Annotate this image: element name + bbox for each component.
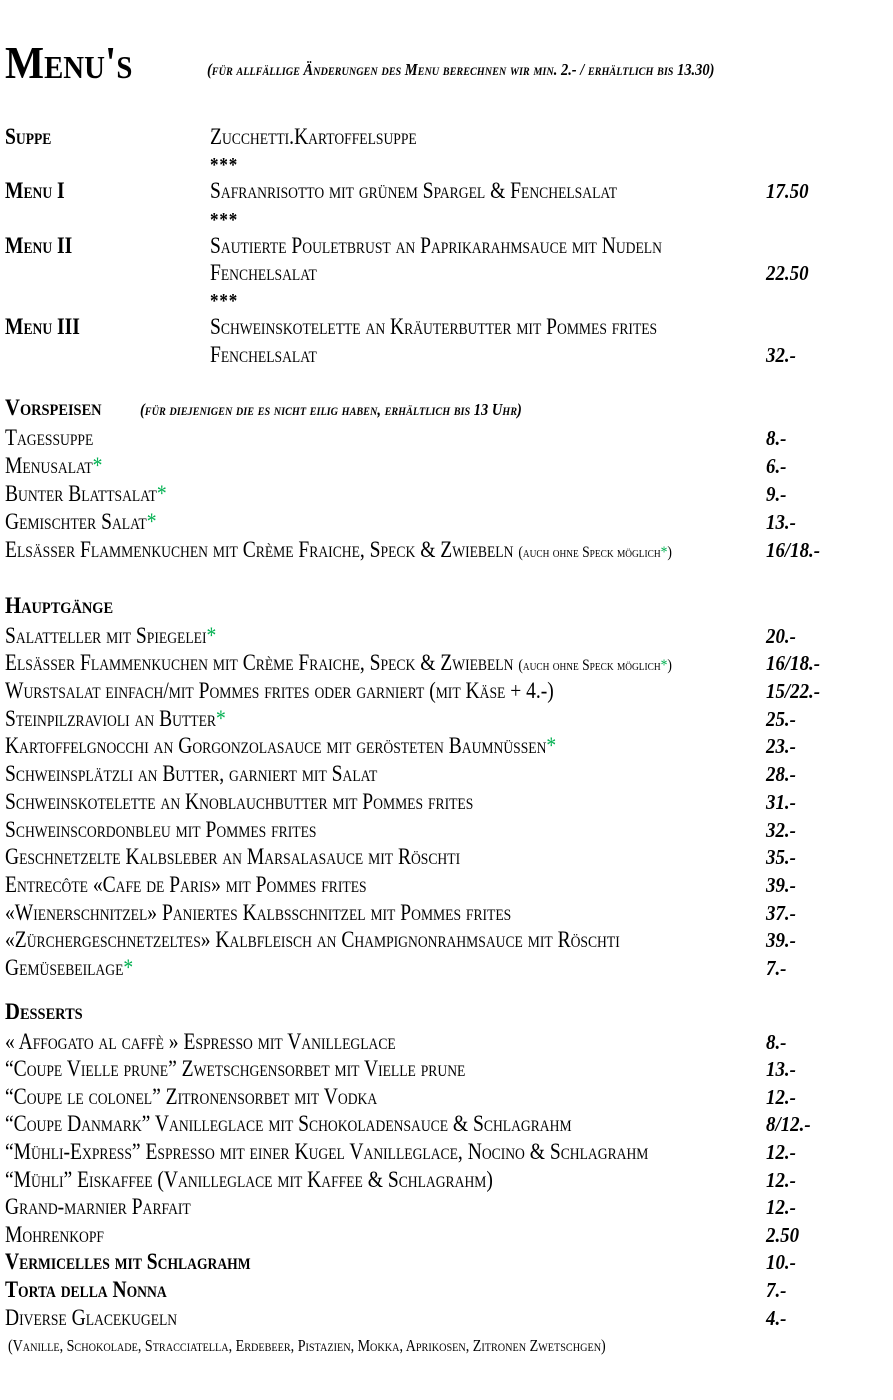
menu-item-row	[0, 733, 893, 761]
menu-item-row	[0, 789, 893, 817]
menu-item-row	[0, 1084, 893, 1112]
dish-name	[210, 233, 742, 259]
dish-price-text: 23.-	[766, 734, 796, 759]
vegetarian-asterisk: *	[206, 622, 217, 648]
dish-price	[766, 707, 799, 732]
set-menu-label	[5, 314, 93, 340]
dish-name	[5, 927, 728, 953]
dish-price	[766, 1223, 803, 1248]
dish-name	[210, 314, 736, 340]
menu-header	[0, 37, 893, 94]
dish-name-text: “Coupe le colonel” Zitronensorbet mit Vodka	[5, 1083, 378, 1109]
dish-price-text: 8.-	[766, 425, 787, 450]
dish-name-text: Zucchetti.Kartoffelsuppe	[210, 124, 417, 149]
menu-item-row	[0, 481, 893, 509]
menu-item-row	[0, 1029, 893, 1057]
dish-price	[766, 426, 789, 451]
dish-name	[210, 178, 689, 204]
page-title-note: (für allfällige Änderungen des Menu berechnen wir min. 2.- / erhältlich bis 13.30)	[207, 60, 715, 79]
dish-price-text: 13.-	[766, 509, 796, 534]
dish-price	[766, 1085, 799, 1110]
dish-price-text: 16/18.-	[766, 651, 821, 676]
dish-name-text: Schweinskotelette an Kräuterbutter mit Pommes frites	[210, 314, 658, 340]
menu-item-row	[0, 761, 893, 789]
menu-item-row	[0, 872, 893, 900]
vegetarian-asterisk: *	[92, 452, 103, 478]
dish-price-text: 32.-	[766, 817, 796, 842]
dish-price-text: 28.-	[766, 762, 796, 787]
dish-name	[5, 1194, 224, 1220]
dish-name-text: Fenchelsalat	[210, 259, 317, 285]
dish-note: (auch ohne Speck möglich*)	[518, 543, 672, 561]
dish-price-text: 9.-	[766, 481, 787, 506]
dish-price-text: 32.-	[766, 342, 796, 367]
section-heading-note-text: (für diejenigen die es nicht eilig haben, erhältlich bis 13 Uhr)	[140, 399, 522, 419]
dish-name	[5, 1277, 195, 1303]
dish-price-text: 15/22.-	[766, 679, 821, 704]
menu-item-row	[0, 623, 893, 651]
dish-price	[766, 179, 813, 204]
dish-price	[766, 261, 813, 286]
set-menu-label	[5, 124, 60, 150]
dish-name	[5, 1139, 762, 1165]
dish-name-text: «Wienerschnitzel» Paniertes Kalbsschnitzel mit Pommes frites	[5, 899, 512, 925]
menu-item-row	[0, 537, 893, 565]
dish-name-text: Vermicelles mit Schlagrahm	[5, 1249, 251, 1275]
dish-name-text: Schweinskotelette an Knoblauchbutter mit Pommes frites	[5, 788, 474, 814]
dish-name-text: “Mühli” Eiskaffee (Vanilleglace mit Kaffee & Schlagrahm)	[5, 1166, 493, 1192]
dish-price-text: 20.-	[766, 623, 796, 648]
dish-price-text: 10.-	[766, 1250, 796, 1275]
dish-name-text: ***	[210, 208, 239, 231]
dish-price-text: 7.-	[766, 955, 787, 980]
dish-price	[766, 762, 799, 787]
set-menu-row	[0, 342, 893, 369]
dish-name	[5, 817, 371, 843]
menu-item-row	[0, 1249, 893, 1277]
menu-item-row	[0, 453, 893, 481]
dish-name-text: Torta della Nonna	[5, 1276, 167, 1302]
dish-name	[5, 1167, 579, 1193]
menu-item-row	[0, 844, 893, 872]
dish-name	[5, 955, 156, 981]
dish-name-text: Salatteller mit Spiegelei*	[5, 622, 217, 648]
set-menu-label-text: Menu II	[5, 232, 73, 258]
dish-name-text: Safranrisotto mit grünem Spargel & Fenchelsalat	[210, 178, 618, 204]
dish-name	[5, 900, 601, 926]
dish-name-text: « Affogato al caffè » Espresso mit Vanilleglace	[5, 1028, 396, 1054]
dish-price	[766, 482, 789, 507]
dish-name	[5, 872, 430, 898]
dish-price	[766, 790, 799, 815]
menu-item-row	[0, 817, 893, 845]
menu-item-row	[0, 425, 893, 453]
dish-name-text: Elsässer Flammenkuchen mit Crème Fraiche, Speck & Zwiebeln (auch ohne Speck möglich*)	[5, 650, 672, 676]
dish-name	[5, 706, 265, 732]
set-menu-row	[0, 287, 893, 314]
dish-price-text: 35.-	[766, 845, 796, 870]
dish-name	[5, 1249, 294, 1275]
dish-name-text: Elsässer Flammenkuchen mit Crème Fraiche, Speck & Zwiebeln (auch ohne Speck möglich*)	[5, 536, 672, 562]
dish-name	[210, 124, 453, 150]
dish-price	[766, 510, 799, 535]
menu-item-row	[0, 1305, 893, 1333]
section-heading-vorspeisen	[0, 395, 893, 425]
dish-price	[766, 538, 826, 563]
dish-name	[8, 1336, 711, 1356]
dish-price	[766, 1168, 799, 1193]
dish-price-text: 2.50	[766, 1222, 800, 1247]
menu-item-row	[0, 509, 893, 537]
dish-name-text: “Coupe Vielle prune” Zwetschgensorbet mit Vielle prune	[5, 1056, 466, 1082]
dish-name-text: Geschnetzelte Kalbsleber an Marsalasauce mit Röschti	[5, 844, 461, 870]
vegetarian-asterisk: *	[123, 954, 134, 980]
dish-name	[5, 425, 109, 451]
dish-name	[210, 260, 336, 286]
dish-price	[766, 1030, 789, 1055]
dish-name-text: Menusalat*	[5, 452, 103, 478]
page-title: Menu's	[5, 37, 133, 88]
dish-price	[766, 454, 789, 479]
section-items	[0, 425, 893, 565]
dish-price-text: 13.-	[766, 1057, 796, 1082]
menu-item-row	[0, 1222, 893, 1250]
set-menu-row	[0, 314, 893, 341]
dish-name	[5, 537, 790, 563]
dish-name-text: Sautierte Pouletbrust an Paprikarahmsauce mit Nudeln	[210, 232, 662, 258]
dish-note: (auch ohne Speck möglich*)	[518, 657, 672, 675]
section-items	[0, 623, 893, 983]
dish-price	[766, 873, 799, 898]
menu-item-row	[0, 1139, 893, 1167]
section-heading-text: Desserts	[5, 998, 83, 1024]
dish-price	[766, 1306, 789, 1331]
dish-name	[5, 844, 540, 870]
dish-price-text: 4.-	[766, 1305, 787, 1330]
dish-name	[5, 1084, 443, 1110]
set-menu-label-text: Menu III	[5, 314, 80, 340]
section-heading-hauptgänge	[0, 593, 893, 623]
menu-item-row	[0, 1167, 893, 1195]
dish-name	[210, 342, 336, 368]
dish-price-text: 12.-	[766, 1140, 796, 1164]
dish-name	[5, 1056, 547, 1082]
dish-name-text: “Mühli-Express” Espresso mit einer Kugel Vanilleglace, Nocino & Schlagrahm	[5, 1139, 649, 1164]
dish-price	[766, 651, 826, 676]
dish-name-text: Bunter Blattsalat*	[5, 480, 167, 506]
vegetarian-asterisk: *	[215, 705, 226, 731]
section-heading-text: Hauptgänge	[5, 592, 114, 618]
menu-item-row	[0, 1111, 893, 1139]
set-menu-row	[0, 206, 893, 233]
menu-item-row	[0, 678, 893, 706]
section-heading-desserts	[0, 999, 893, 1029]
menu-item-row	[0, 900, 893, 928]
dish-price-text: 39.-	[766, 872, 796, 897]
dish-name-text: ***	[210, 290, 239, 313]
section-heading-label	[5, 395, 112, 421]
section-heading-label	[5, 593, 125, 619]
dish-price-text: 17.50	[766, 179, 809, 204]
dish-name-text: Gemischter Salat*	[5, 508, 157, 534]
vegetarian-asterisk: *	[660, 657, 668, 675]
dish-name-text: Schweinsplätzli an Butter, garniert mit Salat	[5, 761, 378, 787]
dish-name-text: Schweinscordonbleu mit Pommes frites	[5, 816, 317, 842]
dish-name	[5, 650, 790, 676]
dish-price-text: 12.-	[766, 1195, 796, 1220]
dish-name-text: Tagessuppe	[5, 424, 94, 450]
vegetarian-asterisk: *	[146, 508, 157, 534]
separator-stars	[210, 290, 243, 313]
dish-price-text: 12.-	[766, 1167, 796, 1192]
dish-price-text: 25.-	[766, 706, 796, 731]
set-menus-section	[0, 124, 893, 369]
menu-item-row	[0, 1277, 893, 1305]
dish-name-text: ***	[210, 154, 239, 177]
vegetarian-asterisk: *	[660, 543, 668, 561]
dish-price	[766, 845, 799, 870]
set-menu-row	[0, 260, 893, 287]
dish-name-text: Gemüsebeilage*	[5, 954, 134, 980]
dish-name	[5, 678, 651, 704]
dish-name	[5, 789, 556, 815]
dish-price	[766, 679, 826, 704]
vegetarian-asterisk: *	[546, 733, 557, 759]
separator-stars	[210, 209, 243, 232]
dish-price	[766, 1195, 799, 1220]
section-heading-label	[5, 999, 91, 1025]
dish-price-text: 8.-	[766, 1029, 787, 1054]
dish-price	[766, 928, 799, 953]
dish-name-text: (Vanille, Schokolade, Stracciatella, Erdebeer, Pistazien, Mokka, Aprikosen, Zitronen Zwetschgen)	[8, 1336, 606, 1356]
dish-price-text: 31.-	[766, 789, 796, 814]
dish-name-text: “Coupe Danmark” Vanilleglace mit Schokoladensauce & Schlagrahm	[5, 1111, 572, 1137]
set-menu-label-text: Suppe	[5, 124, 52, 149]
section-items	[0, 1029, 893, 1360]
dish-name	[5, 453, 120, 479]
dish-price-text: 39.-	[766, 928, 796, 953]
dish-price	[766, 818, 799, 843]
dish-name	[5, 761, 443, 787]
dish-price	[766, 901, 799, 926]
dish-name-text: Wurstsalat einfach/mit Pommes frites oder garniert (mit Käse + 4.-)	[5, 678, 554, 704]
menu-item-row	[0, 650, 893, 678]
set-menu-label	[5, 233, 84, 259]
dish-name-text: Grand-marnier Parfait	[5, 1194, 191, 1220]
dish-price	[766, 1278, 789, 1303]
dish-name	[5, 623, 254, 649]
dish-name	[5, 733, 653, 759]
dish-price-text: 16/18.-	[766, 537, 821, 562]
dish-price-text: 6.-	[766, 453, 787, 478]
set-menu-row	[0, 151, 893, 178]
set-menu-label-text: Menu I	[5, 178, 65, 204]
dish-name	[5, 1305, 208, 1331]
dish-name	[5, 481, 195, 507]
dish-name-text: Kartoffelgnocchi an Gorgonzolasauce mit gerösteten Baumnüssen*	[5, 733, 557, 759]
dish-price	[766, 343, 799, 368]
section-heading-text: Vorspeisen	[5, 394, 102, 420]
dish-name	[5, 1222, 121, 1248]
dish-price	[766, 624, 799, 649]
dish-name-text: Steinpilzravioli an Butter*	[5, 705, 226, 731]
section-heading-note	[140, 400, 589, 420]
menu-item-row	[0, 1332, 893, 1360]
menu-item-row	[0, 706, 893, 734]
dish-name	[5, 1029, 465, 1055]
menu-item-row	[0, 927, 893, 955]
set-menu-row	[0, 233, 893, 260]
dish-name-text: Mohrenkopf	[5, 1221, 104, 1247]
dish-price	[766, 1140, 799, 1165]
dish-name	[5, 1111, 672, 1137]
dish-price-text: 12.-	[766, 1084, 796, 1109]
dish-price-text: 7.-	[766, 1277, 787, 1302]
dish-price	[766, 1112, 816, 1137]
dish-price	[766, 734, 799, 759]
menu-item-row	[0, 1194, 893, 1222]
dish-name-text: «Zürchergeschnetzeltes» Kalbfleisch an Champignonrahmsauce mit Röschti	[5, 927, 620, 953]
dish-price-text: 37.-	[766, 900, 796, 925]
dish-name-text: Diverse Glacekugeln	[5, 1304, 178, 1330]
dish-price	[766, 956, 789, 981]
set-menu-row	[0, 124, 893, 151]
dish-name-text: Fenchelsalat	[210, 341, 317, 367]
dish-name	[5, 509, 183, 535]
set-menu-row	[0, 178, 893, 205]
dish-price-text: 8/12.-	[766, 1112, 811, 1137]
set-menu-label	[5, 178, 75, 204]
vegetarian-asterisk: *	[156, 480, 167, 506]
dish-name-text: Entrecôte «Cafe de Paris» mit Pommes frites	[5, 871, 367, 897]
menu-item-row	[0, 955, 893, 983]
menu-sections	[0, 395, 893, 1360]
dish-price	[766, 1057, 799, 1082]
dish-price-text: 22.50	[766, 260, 809, 285]
menu-item-row	[0, 1056, 893, 1084]
separator-stars	[210, 154, 243, 177]
dish-price	[766, 1250, 799, 1275]
